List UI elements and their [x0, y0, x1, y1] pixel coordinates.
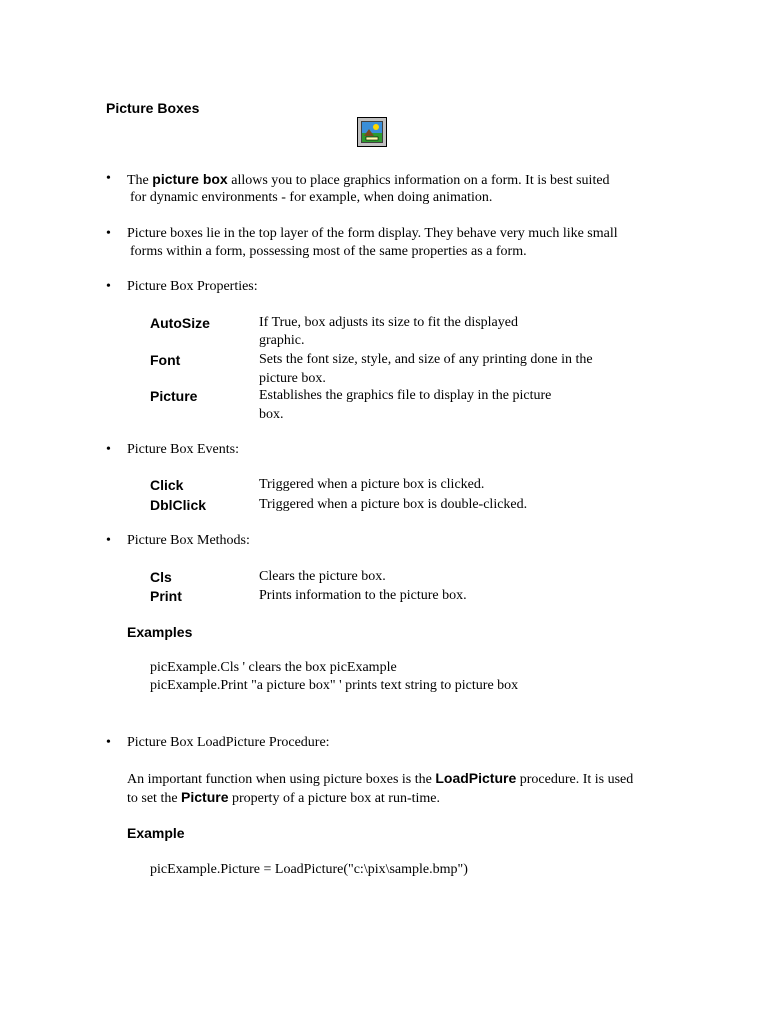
event-desc: Triggered when a picture box is clicked.	[259, 477, 485, 492]
property-term: AutoSize	[150, 315, 210, 331]
bullet-dot: •	[106, 442, 111, 457]
code-line: picExample.Picture = LoadPicture("c:\pix\sample.bmp")	[150, 862, 468, 877]
property-desc: If True, box adjusts its size to fit the displayed	[259, 315, 518, 330]
property-term: Font	[150, 352, 181, 368]
paragraph-line: Picture boxes lie in the top layer of the form display. They behave very much like small	[127, 226, 618, 241]
text-run: allows you to place graphics information on a form. It is best suited	[227, 173, 610, 188]
method-term: Cls	[150, 569, 172, 585]
text-run: property of a picture box at run-time.	[228, 791, 440, 806]
paragraph-picture-box-intro	[127, 170, 647, 190]
section-heading-properties: Picture Box Properties:	[127, 279, 258, 294]
paragraph-line: for dynamic environments - for example, when doing animation.	[130, 190, 493, 205]
bold-term: Picture	[181, 789, 229, 805]
code-line: picExample.Cls ' clears the box picExample	[150, 660, 397, 675]
section-heading-methods: Picture Box Methods:	[127, 533, 250, 548]
section-heading-events: Picture Box Events:	[127, 442, 239, 457]
text-run: An important function when using picture boxes is the	[127, 772, 436, 787]
property-desc: picture box.	[259, 371, 326, 386]
event-term: Click	[150, 477, 184, 493]
text-run: The	[127, 173, 153, 188]
paragraph-loadpicture	[127, 788, 647, 808]
method-term: Print	[150, 588, 182, 604]
method-desc: Clears the picture box.	[259, 569, 386, 584]
bullet-dot: •	[106, 533, 111, 548]
property-desc: Establishes the graphics file to display in the picture	[259, 388, 552, 403]
paragraph-loadpicture	[127, 769, 647, 789]
property-desc: graphic.	[259, 333, 305, 348]
picture-box-icon	[357, 117, 387, 147]
code-line: picExample.Print "a picture box" ' prints text string to picture box	[150, 678, 519, 693]
paragraph-line: forms within a form, possessing most of the same properties as a form.	[130, 244, 527, 259]
property-desc: Sets the font size, style, and size of any printing done in the	[259, 352, 593, 367]
bullet-dot: •	[106, 279, 111, 294]
bullet-dot: •	[106, 735, 111, 750]
event-term: DblClick	[150, 497, 207, 513]
text-run: procedure. It is used	[516, 772, 634, 787]
examples-heading: Examples	[127, 624, 193, 640]
bold-term: picture box	[152, 171, 228, 187]
method-desc: Prints information to the picture box.	[259, 588, 467, 603]
bold-term: LoadPicture	[435, 770, 517, 786]
bullet-dot: •	[106, 226, 111, 241]
section-heading-loadpicture: Picture Box LoadPicture Procedure:	[127, 735, 330, 750]
event-desc: Triggered when a picture box is double-clicked.	[259, 497, 528, 512]
page-title: Picture Boxes	[106, 100, 200, 116]
text-run: to set the	[127, 791, 182, 806]
bullet-dot: •	[106, 171, 111, 186]
property-term: Picture	[150, 388, 198, 404]
example-heading: Example	[127, 825, 185, 841]
property-desc: box.	[259, 407, 284, 422]
